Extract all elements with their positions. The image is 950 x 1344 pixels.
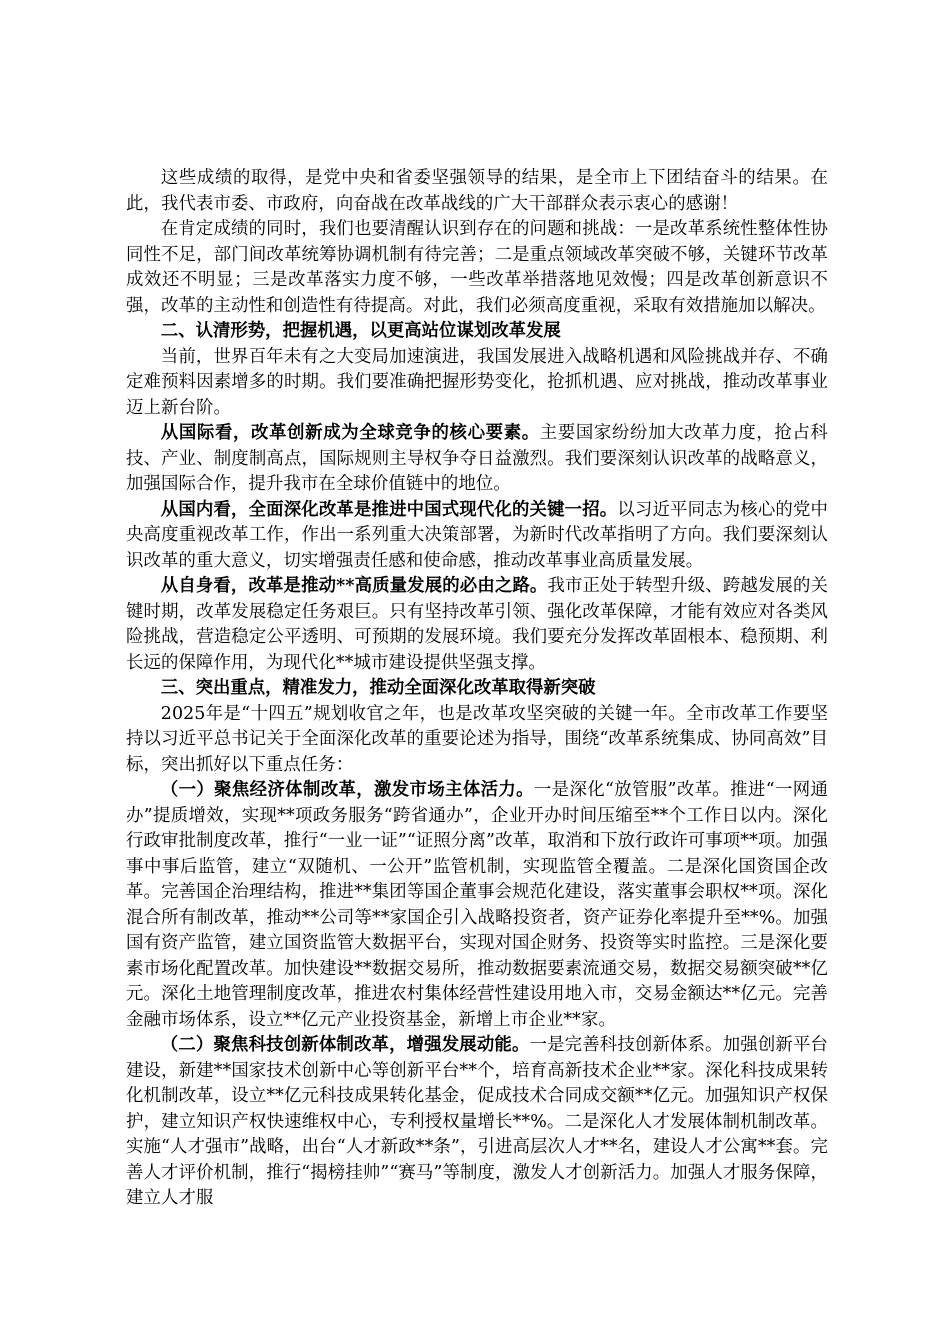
body-text-domestic: 以习近平同志为核心的党中央高度重视改革工作，作出一系列重大决策部署，为新时代改革指明了方向。我们要深刻认识改革的重大意义，切实增强责任感和使命感，推动改革事业高质量发展。 <box>126 499 829 571</box>
body-text-tech: 一是完善科技创新体系。加强创新平台建设，新建**国家技术创新中心等创新平台**个，培育高新技术企业**家。深化科技成果转化机制改革，设立**亿元科技成果转化基金，促成技术合同成交额**亿元。加强知识产权保护，建立知识产权快速维权中心，专利授权量增长**%。二是深化人才发展体制机制改革。实施“人才强市”战略，出台“人才新政**条”，引进高层次人才**名，建设人才公寓**套。完善人才评价机制，推行“揭榜挂帅”“赛马”等制度，激发人才创新活力。加强人才服务保障，建立人才服 <box>126 1035 829 1208</box>
lead-sentence-tech: （二）聚焦科技创新体制改革，增强发展动能。 <box>160 1035 530 1055</box>
paragraph-2025-tasks: 2025年是“十四五”规划收官之年，也是改革攻坚突破的关键一年。全市改革工作要坚持以习近平总书记关于全面深化改革的重要论述为指导，围绕“改革系统集成、协同高效”目标，突出抓好以下重点任务： <box>126 703 828 775</box>
paragraph-problems: 在肯定成绩的同时，我们也要清醒认识到存在的问题和挑战：一是改革系统性整体性协同性不足，部门间改革统筹协调机制有待完善；二是重点领域改革突破不够，关键环节改革成效还不明显；三是改革落实力度不够，一些改革举措落地见效慢；四是改革创新意识不强，改革的主动性和创造性有待提高。对此，我们必须高度重视，采取有效措施加以解决。 <box>126 219 828 316</box>
body-text-international: 主要国家纷纷加大改革力度，抢占科技、产业、制度制高点，国际规则主导权争夺日益激烈。我们要深刻认识改革的战略意义，加强国际合作，提升我市在全球价值链中的地位。 <box>126 423 828 494</box>
paragraph-tech-reform <box>126 1033 828 1212</box>
document-body <box>126 166 828 1212</box>
paragraph-situation: 当前，世界百年未有之大变局加速演进，我国发展进入战略机遇和风险挑战并存、不确定难预料因素增多的时期。我们要准确把握形势变化，抢抓机遇、应对挑战，推动改革事业迈上新台阶。 <box>126 346 828 418</box>
paragraph-self <box>126 574 828 676</box>
section-heading-2: 二、认清形势，把握机遇，以更高站位谋划改革发展 <box>160 321 561 341</box>
lead-sentence-self: 从自身看，改革是推动**高质量发展的必由之路。 <box>160 576 548 596</box>
lead-sentence-domestic: 从国内看，全面深化改革是推进中国式现代化的关键一招。 <box>160 499 618 520</box>
paragraph-achievements: 这些成绩的取得，是党中央和省委坚强领导的结果，是全市上下团结奋斗的结果。在此，我代表市委、市政府，向奋战在改革战线的广大干部群众表示衷心的感谢！ <box>126 168 828 214</box>
lead-sentence-economic: （一）聚焦经济体制改革，激发市场主体活力。 <box>160 780 534 800</box>
paragraph-international <box>126 421 828 498</box>
paragraph-economic-reform <box>126 778 828 1033</box>
body-text-self: 我市正处于转型升级、跨越发展的关键时期，改革发展稳定任务艰巨。只有坚持改革引领、强化改革保障，才能有效应对各类风险挑战，营造稳定公平透明、可预期的发展环境。我们要充分发挥改革固根本、稳预期、利长远的保障作用，为现代化**城市建设提供坚强支撑。 <box>126 576 828 673</box>
lead-sentence-international: 从国际看，改革创新成为全球竞争的核心要素。 <box>160 423 540 443</box>
paragraph-domestic <box>126 498 828 575</box>
body-text-economic: 一是深化“放管服”改革。推进“一网通办”提质增效，实现**项政务服务“跨省通办”，企业开办时间压缩至**个工作日以内。深化行政审批制度改革，推行“一业一证”“证照分离”改革，取消和下放行政许可事项**项。加强事中事后监管，建立“双随机、一公开”监管机制，实现监管全覆盖。二是深化国资国企改革。完善国企治理结构，推进**集团等国企董事会规范化建设，落实董事会职权**项。深化混合所有制改革，推动**公司等**家国企引入战略投资者，资产证券化率提升至**%。加强国有资产监管，建立国资监管大数据平台，实现对国企财务、投资等实时监控。三是深化要素市场化配置改革。加快建设**数据交易所，推动数据要素流通交易，数据交易额突破**亿元。深化土地管理制度改革，推进农村集体经营性建设用地入市，交易金额达**亿元。完善金融市场体系，设立**亿元产业投资基金，新增上市企业**家。 <box>126 780 828 1030</box>
section-heading-3: 三、突出重点，精准发力，推动全面深化改革取得新突破 <box>160 678 596 698</box>
